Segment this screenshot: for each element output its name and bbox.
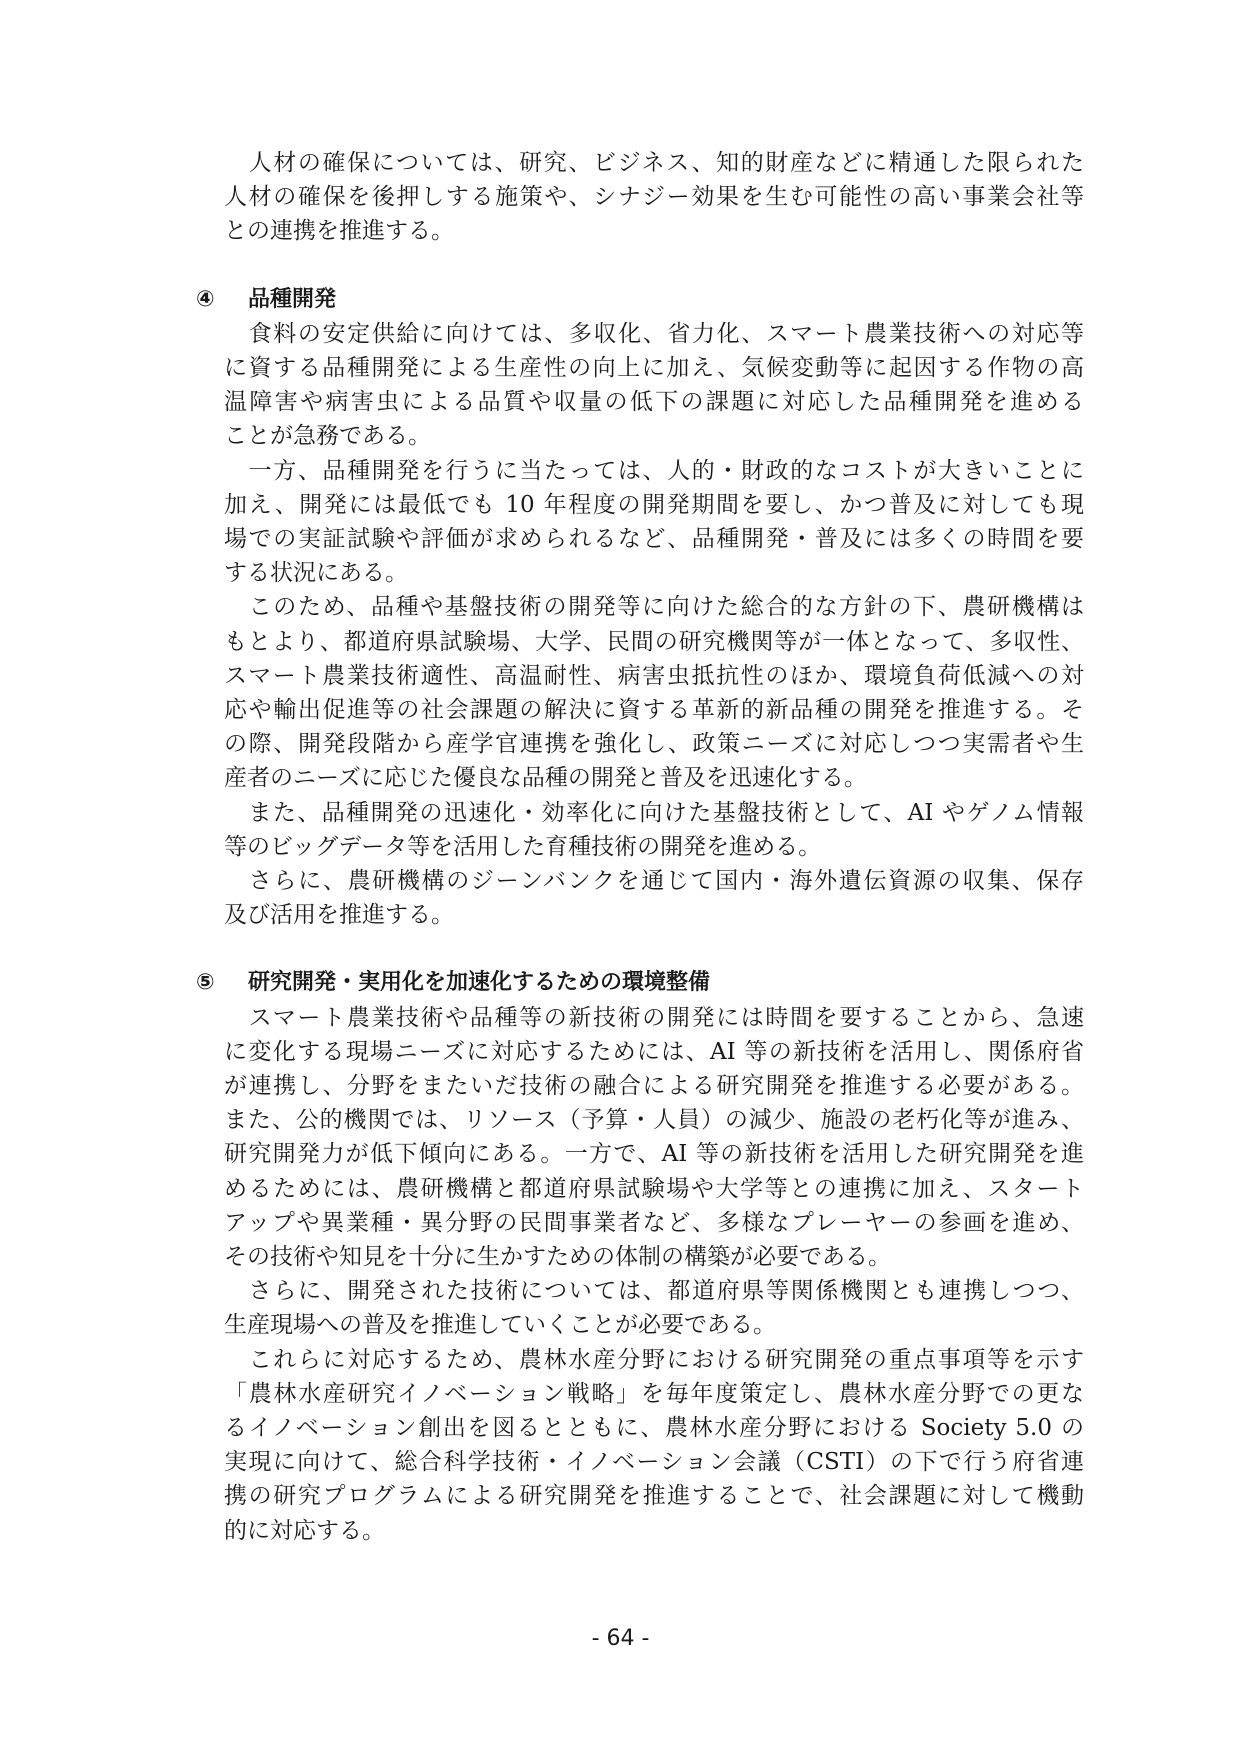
text-line: 的に対応する。 xyxy=(224,1517,385,1544)
section-spacer xyxy=(224,932,1084,966)
section-5-number: ⑤ xyxy=(196,970,215,996)
section-4-paragraph-3 xyxy=(224,590,1084,795)
section-5-paragraph-2 xyxy=(224,1274,1084,1342)
text-line: に変化する現場ニーズに対応するためには、AI 等の新技術を活用し、関係府省 xyxy=(224,1038,1084,1065)
text-line: このため、品種や基盤技術の開発等に向けた総合的な方針の下、農研機構は xyxy=(224,594,1084,621)
section-4-title: 品種開発 xyxy=(248,286,337,312)
section-5-paragraph-3 xyxy=(224,1343,1084,1548)
text-line: また、品種開発の迅速化・効率化に向けた基盤技術として、AI やゲノム情報 xyxy=(224,799,1084,826)
text-line: 場での実証試験や評価が求められるなど、品種開発・普及には多くの時間を要 xyxy=(224,526,1084,553)
section-4-paragraph-2 xyxy=(224,454,1084,591)
section-spacer xyxy=(224,249,1084,283)
text-line: 及び活用を推進する。 xyxy=(224,902,454,929)
text-line: 食料の安定供給に向けては、多収化、省力化、スマート農業技術への対応等 xyxy=(224,320,1084,347)
section-4-paragraph-5 xyxy=(224,864,1084,932)
document-body xyxy=(196,146,1085,1548)
text-line: に資する品種開発による生産性の向上に加え、気候変動等に起因する作物の高 xyxy=(224,355,1084,381)
text-line: さらに、開発された技術については、都道府県等関係機関とも連携しつつ、 xyxy=(224,1278,1084,1305)
section-4-paragraph-1 xyxy=(224,317,1084,454)
text-line: の際、開発段階から産学官連携を強化し、政策ニーズに対応しつつ実需者や生 xyxy=(224,731,1084,758)
text-line: 加え、開発には最低でも 10 年程度の開発期間を要し、かつ普及に対しても現 xyxy=(224,491,1084,518)
section-5-paragraph-1 xyxy=(224,1001,1084,1275)
text-line: 温障害や病害虫による品質や収量の低下の課題に対応した品種開発を進める xyxy=(224,389,1085,416)
text-line: 人材の確保については、研究、ビジネス、知的財産などに精通した限られた xyxy=(224,150,1084,176)
text-line: また、公的機関では、リソース（予算・人員）の減少、施設の老朽化等が進み、 xyxy=(224,1107,1084,1134)
text-line: もとより、都道府県試験場、大学、民間の研究機関等が一体となって、多収性、 xyxy=(224,628,1084,655)
text-line: 応や輸出促進等の社会課題の解決に資する革新的新品種の開発を推進する。そ xyxy=(224,697,1084,724)
text-line: 人材の確保を後押しする施策や、シナジー効果を生む可能性の高い事業会社等 xyxy=(224,184,1084,211)
text-line: 産者のニーズに応じた優良な品種の開発と普及を迅速化する。 xyxy=(224,765,867,792)
text-line: スマート農業技術や品種等の新技術の開発には時間を要することから、急速 xyxy=(224,1004,1084,1031)
section-5-title: 研究開発・実用化を加速化するための環境整備 xyxy=(248,970,711,996)
text-line: 「農林水産研究イノベーション戦略」を毎年度策定し、農林水産分野での更な xyxy=(224,1380,1084,1407)
text-line: 携の研究プログラムによる研究開発を推進することで、社会課題に対して機動 xyxy=(224,1483,1084,1510)
text-line: スマート農業技術適性、高温耐性、病害虫抵抗性のほか、環境負荷低減への対 xyxy=(224,662,1084,689)
text-line: これらに対応するため、農林水産分野における研究開発の重点事項等を示す xyxy=(224,1346,1084,1373)
section-4-number: ④ xyxy=(196,286,215,312)
text-line: 一方、品種開発を行うに当たっては、人的・財政的なコストが大きいことに xyxy=(224,457,1085,484)
section-5-heading xyxy=(196,966,1084,1000)
text-line: する状況にある。 xyxy=(224,560,408,587)
text-line: が連携し、分野をまたいだ技術の融合による研究開発を推進する必要がある。 xyxy=(224,1073,1084,1100)
text-line: その技術や知見を十分に生かすための体制の構築が必要である。 xyxy=(224,1244,891,1271)
section-4-heading xyxy=(196,283,1084,317)
text-line: アップや異業種・異分野の民間事業者など、多様なプレーヤーの参画を進め、 xyxy=(224,1209,1084,1236)
text-line: さらに、農研機構のジーンバンクを通じて国内・海外遺伝資源の収集、保存 xyxy=(224,868,1084,895)
intro-paragraph xyxy=(224,146,1084,249)
text-line: 研究開発力が低下傾向にある。一方で、AI 等の新技術を活用した研究開発を進 xyxy=(224,1141,1084,1168)
text-line: ことが急務である。 xyxy=(224,423,431,450)
page-number: - 64 - xyxy=(591,1626,650,1651)
text-line: 等のビッグデータ等を活用した育種技術の開発を進める。 xyxy=(224,833,822,860)
text-line: 実現に向けて、総合科学技術・イノベーション会議（CSTI）の下で行う府省連 xyxy=(224,1449,1084,1476)
section-4-paragraph-4 xyxy=(224,796,1084,864)
text-line: めるためには、農研機構と都道府県試験場や大学等との連携に加え、スタート xyxy=(224,1175,1084,1202)
text-line: 生産現場への普及を推進していくことが必要である。 xyxy=(224,1312,776,1339)
text-line: るイノベーション創出を図るとともに、農林水産分野における Society 5.0 の xyxy=(224,1415,1084,1442)
text-line: との連携を推進する。 xyxy=(224,218,454,245)
